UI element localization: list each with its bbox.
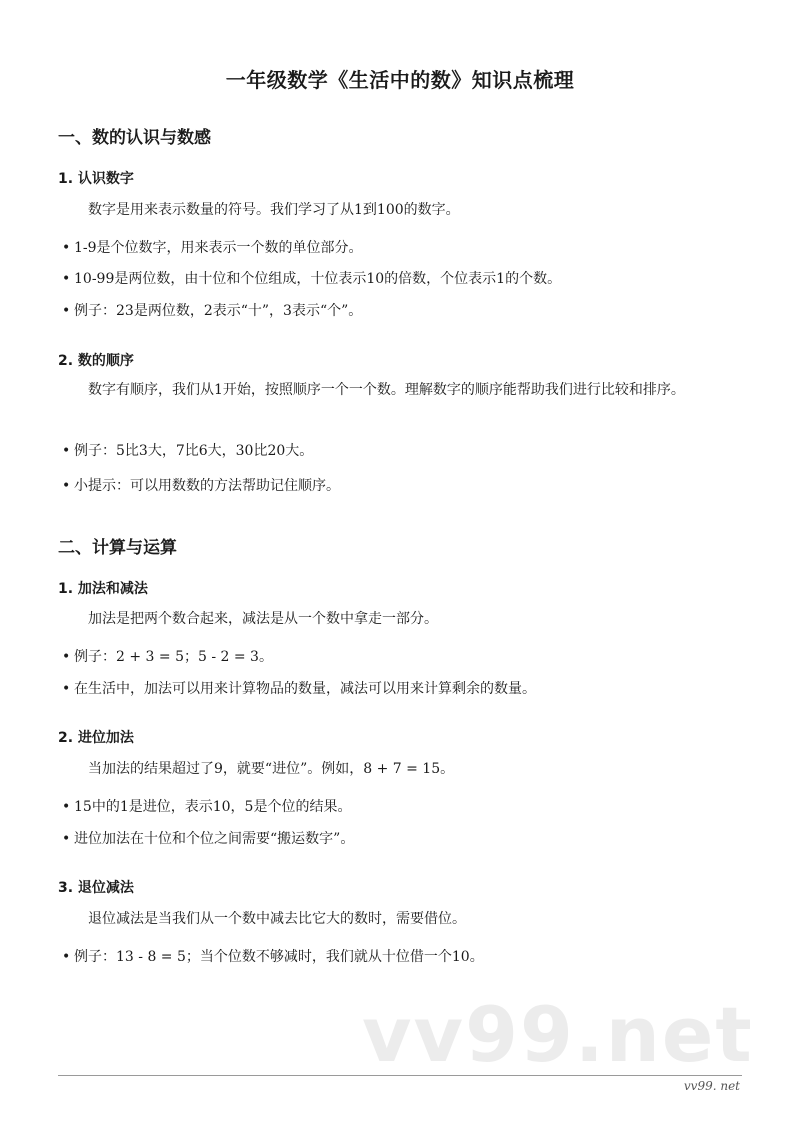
bullet-icon: • (62, 240, 71, 256)
list-item-text: 例子：5比3大，7比6大，30比20大。 (74, 443, 314, 459)
paragraph: 数字有顺序，我们从1开始，按照顺序一个一个数。理解数字的顺序能帮助我们进行比较和排序。 (88, 382, 685, 398)
list-item-text: 在生活中，加法可以用来计算物品的数量，减法可以用来计算剩余的数量。 (74, 681, 536, 697)
list-item-text: 15中的1是进位，表示10，5是个位的结果。 (74, 799, 352, 815)
list-item-text: 进位加法在十位和个位之间需要“搬运数字”。 (74, 831, 355, 847)
list-item (62, 947, 744, 967)
list-item-text: 例子：23是两位数，2表示“十”，3表示“个”。 (74, 303, 363, 319)
subsection-heading: 3. 退位减法 (58, 880, 134, 896)
bullet-icon: • (62, 681, 71, 697)
bullet-icon: • (62, 649, 71, 665)
footer-site: vv99. net (683, 1079, 740, 1093)
list-item (62, 301, 744, 321)
bullet-icon: • (62, 443, 71, 459)
section-heading: 二、计算与运算 (58, 538, 177, 558)
bullet-icon: • (62, 949, 71, 965)
section-heading: 一、数的认识与数感 (58, 128, 211, 148)
bullet-icon: • (62, 478, 71, 494)
paragraph: 加法是把两个数合起来，减法是从一个数中拿走一部分。 (88, 611, 438, 627)
document-title: 一年级数学《生活中的数》知识点梳理 (225, 68, 575, 92)
list-item (62, 829, 744, 849)
subsection-heading: 2. 进位加法 (58, 730, 134, 746)
list-item (62, 679, 744, 699)
paragraph: 退位减法是当我们从一个数中减去比它大的数时，需要借位。 (88, 911, 466, 927)
list-item-text: 10-99是两位数，由十位和个位组成，十位表示10的倍数，个位表示1的个数。 (74, 271, 562, 287)
list-item (62, 476, 744, 496)
bullet-icon: • (62, 831, 71, 847)
list-item (62, 797, 744, 817)
footer-divider (58, 1075, 742, 1076)
list-item (62, 238, 744, 258)
list-item-text: 小提示：可以用数数的方法帮助记住顺序。 (74, 478, 340, 494)
bullet-icon: • (62, 271, 71, 287)
subsection-heading: 2. 数的顺序 (58, 353, 134, 369)
list-item (62, 441, 744, 461)
list-item (62, 647, 744, 667)
list-item-text: 例子：2 + 3 = 5；5 - 2 = 3。 (74, 649, 273, 665)
subsection-heading: 1. 加法和减法 (58, 581, 148, 597)
list-item-text: 1-9是个位数字，用来表示一个数的单位部分。 (74, 240, 363, 256)
paragraph: 当加法的结果超过了9，就要“进位”。例如，8 + 7 = 15。 (88, 761, 455, 777)
list-item-text: 例子：13 - 8 = 5；当个位数不够减时，我们就从十位借一个10。 (74, 949, 484, 965)
paragraph: 数字是用来表示数量的符号。我们学习了从1到100的数字。 (88, 202, 460, 218)
bullet-icon: • (62, 799, 71, 815)
bullet-icon: • (62, 303, 71, 319)
subsection-heading: 1. 认识数字 (58, 171, 134, 187)
list-item (62, 269, 744, 289)
watermark: vv99.net (362, 990, 754, 1079)
